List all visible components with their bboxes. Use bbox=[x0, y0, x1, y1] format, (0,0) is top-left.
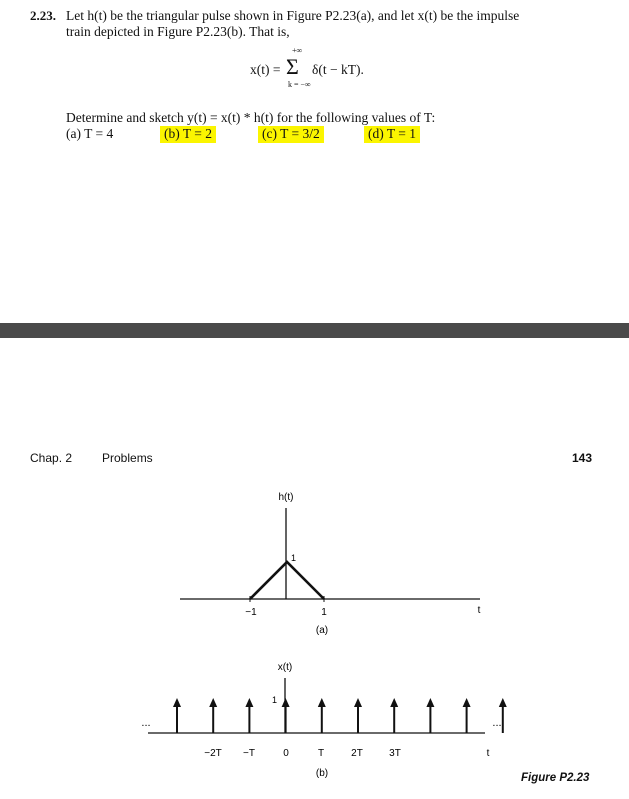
sum-lower-limit: k = −∞ bbox=[288, 80, 311, 89]
instruction-text: Determine and sketch y(t) = x(t) * h(t) for the following values of T: bbox=[66, 110, 436, 125]
section-label: Problems bbox=[102, 451, 153, 465]
panel-a-plot bbox=[180, 492, 481, 636]
impulse-arrowhead bbox=[318, 698, 326, 707]
impulse-height-label: 1 bbox=[272, 695, 278, 705]
impulse-arrowhead bbox=[426, 698, 434, 707]
tick-label-minus-1: −1 bbox=[245, 607, 257, 618]
sum-upper-limit: +∞ bbox=[292, 46, 303, 55]
page-number: 143 bbox=[572, 451, 593, 465]
summation-symbol: Σ bbox=[286, 54, 299, 79]
impulse-arrowhead bbox=[354, 698, 362, 707]
peak-label: 1 bbox=[291, 553, 297, 563]
problem-text-line-1: Let h(t) be the triangular pulse shown in Figure P2.23(a), and let x(t) be the impulse bbox=[66, 8, 520, 23]
impulse-arrowhead bbox=[499, 698, 507, 707]
panel-b-t-label: t bbox=[486, 748, 490, 759]
panel-a-caption: (a) bbox=[315, 625, 329, 636]
chapter-label: Chap. 2 bbox=[30, 451, 73, 465]
panel-a-t-label: t bbox=[477, 605, 481, 616]
option-c: (c) T = 3/2 bbox=[258, 126, 324, 143]
panel-b-plot bbox=[141, 662, 506, 779]
tick-label-minus-T: −T bbox=[243, 748, 255, 759]
tick-label-2T: 2T bbox=[351, 748, 363, 759]
impulse-arrowhead bbox=[209, 698, 217, 707]
option-a: (a) T = 4 bbox=[66, 126, 114, 141]
panel-b-caption: (b) bbox=[315, 768, 329, 779]
x-of-t-label: x(t) bbox=[277, 662, 293, 673]
tick-label-0: 0 bbox=[283, 748, 289, 759]
problem-text-line-2: train depicted in Figure P2.23(b). That is, bbox=[66, 24, 290, 39]
problem-number: 2.23. bbox=[30, 8, 56, 23]
option-b: (b) T = 2 bbox=[160, 126, 216, 143]
impulse-arrowhead bbox=[463, 698, 471, 707]
impulse-train bbox=[173, 698, 507, 733]
tick-label-plus-1: 1 bbox=[321, 607, 327, 618]
impulse-arrowhead bbox=[173, 698, 181, 707]
figure-caption: Figure P2.23 bbox=[521, 772, 590, 784]
impulse-arrowhead bbox=[245, 698, 253, 707]
equation-lhs: x(t) = bbox=[250, 62, 281, 77]
left-ellipsis: ... bbox=[141, 717, 151, 729]
equation-term: δ(t − kT). bbox=[312, 62, 364, 77]
tick-label-minus-2T: −2T bbox=[204, 748, 222, 759]
tick-label-3T: 3T bbox=[389, 748, 401, 759]
option-d: (d) T = 1 bbox=[364, 126, 420, 143]
tick-label-T: T bbox=[317, 748, 325, 759]
right-ellipsis: ... bbox=[492, 717, 502, 729]
impulse-arrowhead bbox=[390, 698, 398, 707]
h-of-t-label: h(t) bbox=[278, 492, 294, 503]
impulse-arrowhead bbox=[282, 698, 290, 707]
triangular-pulse bbox=[250, 562, 324, 599]
